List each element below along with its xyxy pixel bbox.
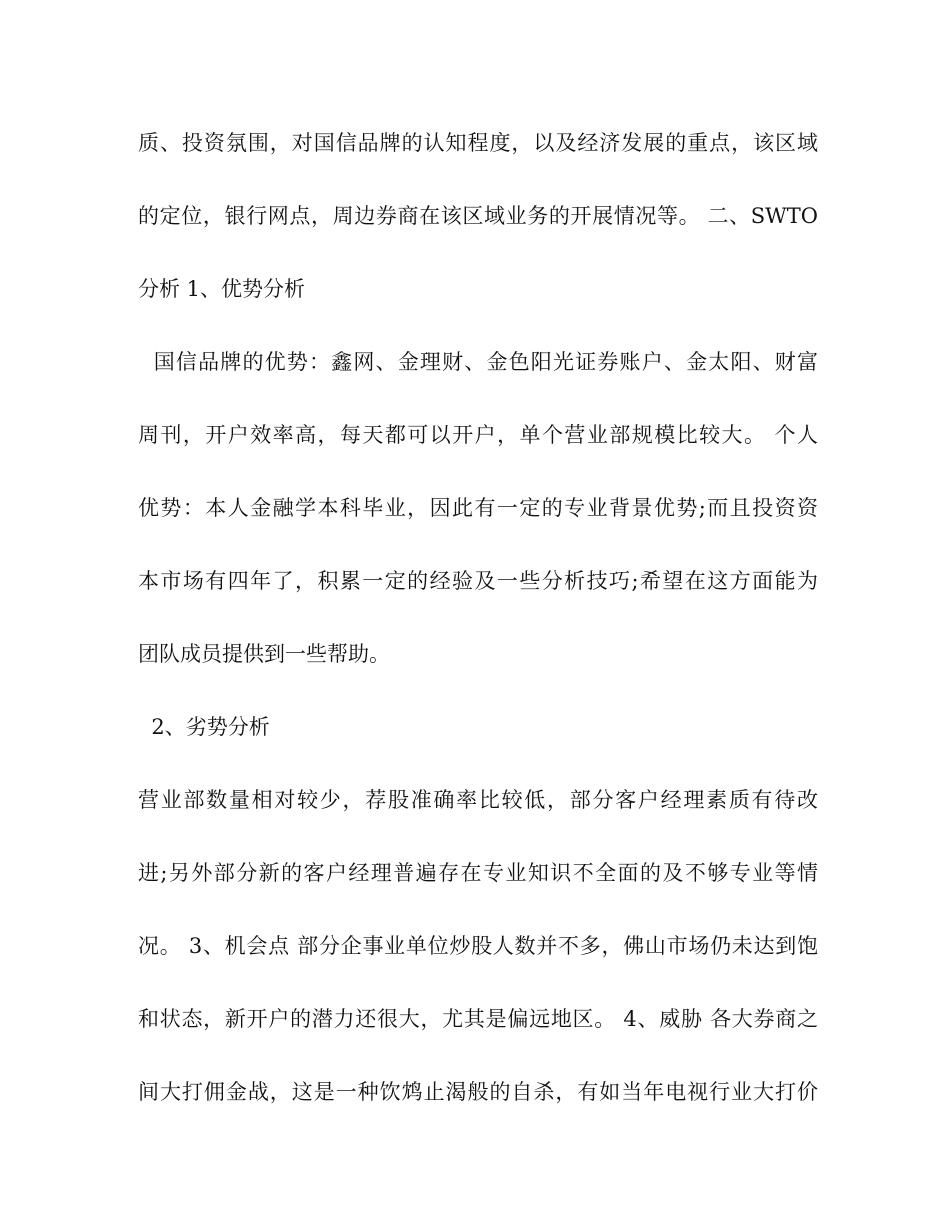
text-line: 周刊，开户效率高，每天都可以开户，单个营业部规模比较大。 个人 — [138, 423, 818, 447]
text-line: 和状态，新开户的潜力还很大，尤其是偏远地区。 4、威胁 各大券商之 — [138, 1007, 818, 1031]
text-line: 质、投资氛围，对国信品牌的认知程度，以及经济发展的重点，该区域 — [138, 131, 818, 155]
text-line: 营业部数量相对较少，荐股准确率比较低，部分客户经理素质有待改 — [138, 788, 818, 812]
text-line: 分析 1、优势分析 — [138, 277, 306, 301]
text-line: 团队成员提供到一些帮助。 — [138, 642, 390, 666]
text-line: 进;另外部分新的客户经理普遍存在专业知识不全面的及不够专业等情 — [138, 861, 818, 885]
section-heading: 2、劣势分析 — [138, 715, 270, 739]
text-line: 国信品牌的优势：鑫网、金理财、金色阳光证券账户、金太阳、财富 — [138, 350, 818, 374]
text-line: 的定位，银行网点，周边券商在该区域业务的开展情况等。 二、SWTO — [138, 204, 818, 228]
text-line: 优势：本人金融学本科毕业，因此有一定的专业背景优势;而且投资资 — [138, 496, 818, 520]
text-line: 况。 3、机会点 部分企事业单位炒股人数并不多，佛山市场仍未达到饱 — [138, 934, 818, 958]
text-line: 间大打佣金战，这是一种饮鸩止渴般的自杀，有如当年电视行业大打价 — [138, 1080, 818, 1104]
text-line: 本市场有四年了，积累一定的经验及一些分析技巧;希望在这方面能为 — [138, 569, 818, 593]
